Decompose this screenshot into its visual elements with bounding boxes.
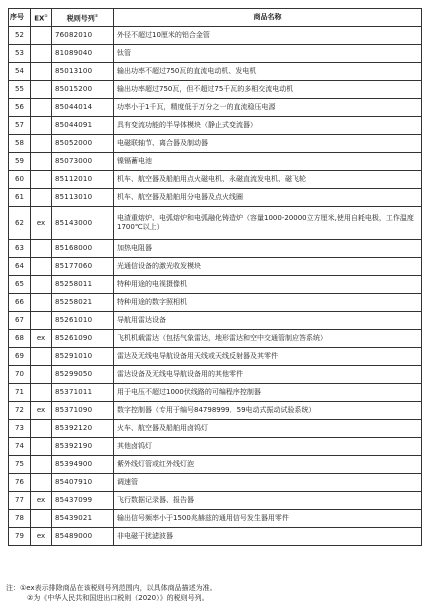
row-ex [31,240,52,258]
row-seq: 67 [9,312,31,330]
table-row [9,492,422,510]
row-ex: ex [31,330,52,348]
row-ex [31,171,52,189]
row-seq: 73 [9,420,31,438]
row-ex [31,456,52,474]
row-code: 85112010 [52,171,114,189]
row-ex [31,294,52,312]
row-name: 功率小于1千瓦，精度低于万分之一的直流稳压电源 [114,99,422,117]
row-ex [31,420,52,438]
row-ex [31,81,52,99]
row-name: 钛管 [114,45,422,63]
table-row [9,510,422,528]
row-ex [31,312,52,330]
row-ex: ex [31,207,52,240]
row-seq: 75 [9,456,31,474]
row-name: 镍镉蓄电池 [114,153,422,171]
row-ex [31,258,52,276]
row-name: 雷达设备及无线电导航设备用的其他零件 [114,366,422,384]
row-ex [31,153,52,171]
row-code: 85113010 [52,189,114,207]
row-seq: 69 [9,348,31,366]
row-name: 电渣重熔炉、电弧熔炉和电弧融化铸造炉（容量1000-20000立方厘米,使用自耗电极，工作温度1700℃以上） [114,207,422,240]
row-name: 光通信设备的激光收发模块 [114,258,422,276]
row-seq: 56 [9,99,31,117]
row-code: 85407910 [52,474,114,492]
row-ex [31,510,52,528]
table-row [9,117,422,135]
row-code: 85015200 [52,81,114,99]
table-row [9,135,422,153]
row-ex [31,117,52,135]
row-code: 85392120 [52,420,114,438]
footnotes [6,583,421,603]
row-name: 雷达及无线电导航设备用天线或天线反射器及其零件 [114,348,422,366]
row-name: 加热电阻器 [114,240,422,258]
row-name: 调速管 [114,474,422,492]
row-name: 火车、航空器及船舶用卤钨灯 [114,420,422,438]
table-row [9,474,422,492]
row-seq: 76 [9,474,31,492]
row-seq: 52 [9,27,31,45]
row-name: 特种用途的数字照相机 [114,294,422,312]
row-name: 紫外线灯管或红外线灯泡 [114,456,422,474]
commodity-table [8,8,422,546]
row-seq: 64 [9,258,31,276]
table-row [9,258,422,276]
row-ex [31,189,52,207]
row-name: 机车、航空器及船舶用分电器及点火线圈 [114,189,422,207]
row-ex [31,366,52,384]
row-seq: 60 [9,171,31,189]
row-seq: 66 [9,294,31,312]
row-code: 85044014 [52,99,114,117]
row-name: 用于电压不超过1000伏线路的可编程序控制器 [114,384,422,402]
row-ex: ex [31,402,52,420]
header-ex: EX① [31,9,52,27]
row-code: 85371090 [52,402,114,420]
row-code: 85044091 [52,117,114,135]
row-name: 其他卤钨灯 [114,438,422,456]
row-ex: ex [31,528,52,546]
row-seq: 63 [9,240,31,258]
row-code: 85291010 [52,348,114,366]
row-seq: 79 [9,528,31,546]
row-seq: 68 [9,330,31,348]
table-header-row [9,9,422,27]
table-row [9,528,422,546]
row-ex [31,438,52,456]
row-name: 机车、航空器及船舶用点火磁电机、永磁直流发电机、磁飞轮 [114,171,422,189]
row-name: 非电磁干扰滤波器 [114,528,422,546]
table-row [9,63,422,81]
row-seq: 57 [9,117,31,135]
row-seq: 71 [9,384,31,402]
table-row [9,207,422,240]
table-row [9,27,422,45]
row-code: 85371011 [52,384,114,402]
row-seq: 77 [9,492,31,510]
footnote-2: ②为《中华人民共和国进出口税则（2020）》的税则号列。 [27,594,209,602]
row-code: 76082010 [52,27,114,45]
table-row [9,240,422,258]
document-page [8,8,421,546]
table-row [9,366,422,384]
table-row [9,312,422,330]
row-name: 外径不超过10厘米的铝合金管 [114,27,422,45]
table-row [9,294,422,312]
row-ex [31,474,52,492]
row-name: 飞机机载雷达（包括气象雷达，地形雷达和空中交通管制应答系统） [114,330,422,348]
row-ex [31,99,52,117]
table-row [9,45,422,63]
row-code: 85013100 [52,63,114,81]
table-row [9,420,422,438]
row-name: 电磁联轴节、离合器及制动器 [114,135,422,153]
row-seq: 78 [9,510,31,528]
row-seq: 61 [9,189,31,207]
row-ex [31,27,52,45]
row-name: 飞行数据记录器、报告器 [114,492,422,510]
row-code: 85052000 [52,135,114,153]
row-code: 85168000 [52,240,114,258]
row-name: 输出信号频率小于1500兆赫兹的通用信号发生器用零件 [114,510,422,528]
row-seq: 55 [9,81,31,99]
row-code: 85439021 [52,510,114,528]
row-code: 81089040 [52,45,114,63]
row-name: 导航用雷达设备 [114,312,422,330]
row-seq: 53 [9,45,31,63]
row-ex [31,45,52,63]
header-seq: 序号 [9,9,31,27]
table-row [9,456,422,474]
row-code: 85258011 [52,276,114,294]
footnote-1: 注：①ex表示排除商品在该税则号列范围内，以具体商品描述为准。 [6,584,217,592]
table-row [9,99,422,117]
header-name: 商品名称 [114,9,422,27]
table-row [9,438,422,456]
row-name: 具有变流功能的半导体模块（静止式变流器） [114,117,422,135]
table-row [9,81,422,99]
row-code: 85261090 [52,330,114,348]
row-seq: 54 [9,63,31,81]
table-row [9,189,422,207]
row-seq: 62 [9,207,31,240]
row-name: 数字控制器（专用于编号84798999．59电动式振动试验系统） [114,402,422,420]
row-code: 85073000 [52,153,114,171]
row-seq: 65 [9,276,31,294]
table-row [9,348,422,366]
row-code: 85261010 [52,312,114,330]
table-row [9,171,422,189]
table-row [9,384,422,402]
row-seq: 58 [9,135,31,153]
row-name: 特种用途的电视摄像机 [114,276,422,294]
row-name: 输出功率不超过750瓦的直流电动机、发电机 [114,63,422,81]
row-ex [31,348,52,366]
row-seq: 70 [9,366,31,384]
table-body [9,27,422,546]
row-code: 85394900 [52,456,114,474]
table-row [9,153,422,171]
row-code: 85143000 [52,207,114,240]
row-seq: 72 [9,402,31,420]
row-code: 85489000 [52,528,114,546]
row-ex [31,276,52,294]
table-row [9,330,422,348]
table-row [9,402,422,420]
table-row [9,276,422,294]
row-ex: ex [31,492,52,510]
row-ex [31,63,52,81]
row-code: 85177060 [52,258,114,276]
row-code: 85437099 [52,492,114,510]
row-name: 输出功率超过750瓦，但不超过75千瓦的多相交流电动机 [114,81,422,99]
row-code: 85299050 [52,366,114,384]
row-ex [31,384,52,402]
row-code: 85258021 [52,294,114,312]
row-code: 85392190 [52,438,114,456]
header-code: 税则号列② [52,9,114,27]
row-ex [31,135,52,153]
row-seq: 59 [9,153,31,171]
row-seq: 74 [9,438,31,456]
